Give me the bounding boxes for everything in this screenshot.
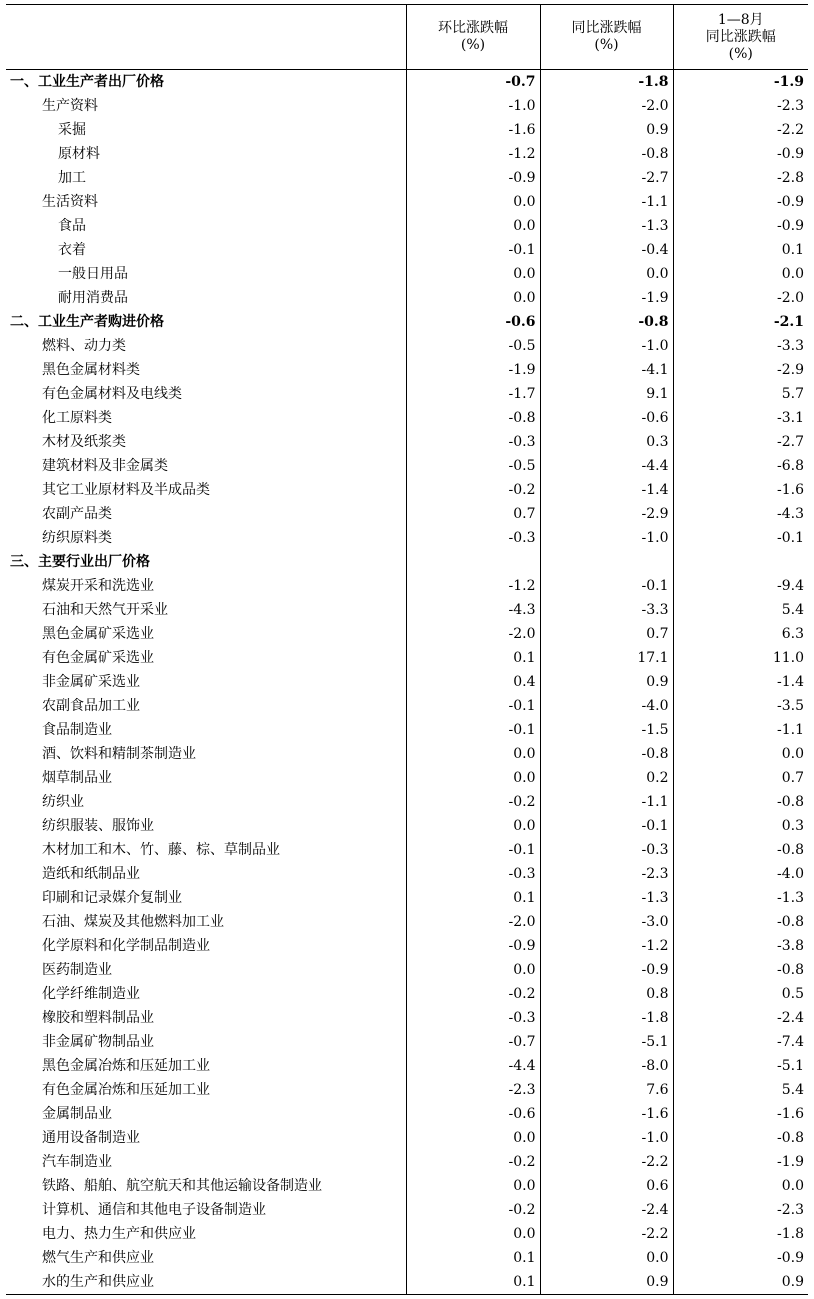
table-row: [6, 238, 808, 262]
yoy-value: -0.1: [540, 574, 673, 598]
row-label: 加工: [58, 170, 86, 186]
row-label: 燃气生产和供应业: [42, 1250, 154, 1266]
yoy-value: -1.0: [540, 526, 673, 550]
yoy-value: -4.0: [540, 694, 673, 718]
header-ytd-period: 1—8月: [717, 11, 764, 28]
ytd-value: 0.5: [673, 982, 808, 1006]
row-label: 黑色金属冶炼和压延加工业: [42, 1058, 210, 1074]
row-label: 非金属矿物制品业: [42, 1034, 154, 1050]
row-label: 建筑材料及非金属类: [42, 458, 168, 474]
ytd-value: 0.9: [673, 1270, 808, 1295]
table-row: [6, 1030, 808, 1054]
mom-value: [406, 550, 540, 574]
table-row: [6, 718, 808, 742]
mom-value: 0.0: [406, 1174, 540, 1198]
table-row: [6, 1222, 808, 1246]
mom-value: -0.3: [406, 430, 540, 454]
table-row: [6, 598, 808, 622]
ytd-value: -3.1: [673, 406, 808, 430]
row-label: 石油和天然气开采业: [42, 602, 168, 618]
mom-value: -0.2: [406, 1198, 540, 1222]
row-label: 橡胶和塑料制品业: [42, 1010, 154, 1026]
mom-value: -0.3: [406, 862, 540, 886]
mom-value: -0.5: [406, 454, 540, 478]
yoy-value: -5.1: [540, 1030, 673, 1054]
row-label: 水的生产和供应业: [6, 1270, 406, 1295]
ytd-value: 0.1: [673, 238, 808, 262]
row-label: 其它工业原材料及半成品类: [42, 482, 210, 498]
row-label: 农副产品类: [42, 506, 112, 522]
ytd-value: [673, 550, 808, 574]
table-row: [6, 838, 808, 862]
table-row: [6, 1198, 808, 1222]
mom-value: -4.3: [406, 598, 540, 622]
ytd-value: -0.9: [673, 142, 808, 166]
mom-value: -0.8: [406, 406, 540, 430]
mom-value: -0.3: [406, 1006, 540, 1030]
ytd-value: -1.6: [673, 478, 808, 502]
ytd-value: -2.2: [673, 118, 808, 142]
row-label: 有色金属矿采选业: [42, 650, 154, 666]
table-row: [6, 430, 808, 454]
table-row: [6, 454, 808, 478]
yoy-value: -1.2: [540, 934, 673, 958]
yoy-value: -8.0: [540, 1054, 673, 1078]
table-row: [6, 646, 808, 670]
ytd-value: 5.7: [673, 382, 808, 406]
table-row: [6, 694, 808, 718]
table-row: [6, 334, 808, 358]
yoy-value: -0.8: [540, 310, 673, 334]
mom-value: -0.1: [406, 718, 540, 742]
table-row: [6, 910, 808, 934]
mom-value: 0.0: [406, 742, 540, 766]
yoy-value: -0.4: [540, 238, 673, 262]
yoy-value: -1.8: [540, 1006, 673, 1030]
row-label: 原材料: [58, 146, 100, 162]
row-label: 铁路、船舶、航空航天和其他运输设备制造业: [42, 1178, 322, 1194]
ytd-value: -0.8: [673, 958, 808, 982]
ytd-value: -9.4: [673, 574, 808, 598]
row-label: 三、主要行业出厂价格: [10, 554, 150, 570]
ytd-value: -0.9: [673, 214, 808, 238]
table-row: [6, 286, 808, 310]
yoy-value: 0.6: [540, 1174, 673, 1198]
yoy-value: -3.0: [540, 910, 673, 934]
yoy-value: 0.0: [540, 1246, 673, 1270]
row-label: 非金属矿采选业: [42, 674, 140, 690]
row-label: 耐用消费品: [58, 290, 128, 306]
header-ytd-unit: (%): [728, 45, 753, 62]
table-row: [6, 1150, 808, 1174]
row-label: 电力、热力生产和供应业: [42, 1226, 196, 1242]
yoy-value: -1.4: [540, 478, 673, 502]
price-index-table: [6, 4, 808, 1295]
table-row: [6, 670, 808, 694]
ytd-value: -3.5: [673, 694, 808, 718]
table-row: [6, 1270, 808, 1295]
table-row: [6, 478, 808, 502]
table-row: [6, 814, 808, 838]
row-label: 化学纤维制造业: [42, 986, 140, 1002]
row-label: 采掘: [58, 122, 86, 138]
yoy-value: 9.1: [540, 382, 673, 406]
table-row: [6, 262, 808, 286]
mom-value: -0.1: [406, 838, 540, 862]
header-ytd-title: 同比涨跌幅: [705, 28, 776, 45]
mom-value: -0.2: [406, 790, 540, 814]
ytd-value: -1.9: [673, 70, 808, 95]
yoy-value: [540, 550, 673, 574]
mom-value: 0.0: [406, 1222, 540, 1246]
table-row: [6, 1246, 808, 1270]
header-yoy-unit: (%): [594, 37, 619, 53]
row-label: 食品制造业: [42, 722, 112, 738]
mom-value: -1.2: [406, 142, 540, 166]
mom-value: -0.1: [406, 238, 540, 262]
row-label: 农副食品加工业: [42, 698, 140, 714]
ytd-value: -1.8: [673, 1222, 808, 1246]
row-label: 化学原料和化学制品制造业: [42, 938, 210, 954]
yoy-value: -1.9: [540, 286, 673, 310]
yoy-value: -1.8: [540, 70, 673, 95]
ytd-value: -1.1: [673, 718, 808, 742]
yoy-value: 0.9: [540, 1270, 673, 1295]
row-label: 黑色金属矿采选业: [42, 626, 154, 642]
yoy-value: -1.3: [540, 886, 673, 910]
row-label: 燃料、动力类: [42, 338, 126, 354]
yoy-value: 17.1: [540, 646, 673, 670]
table-row: [6, 142, 808, 166]
yoy-value: -0.6: [540, 406, 673, 430]
mom-value: 0.4: [406, 670, 540, 694]
table-row: [6, 190, 808, 214]
mom-value: -0.7: [406, 1030, 540, 1054]
header-blank-cell: [6, 5, 406, 70]
table-row: [6, 622, 808, 646]
yoy-value: -1.1: [540, 190, 673, 214]
row-label: 金属制品业: [42, 1106, 112, 1122]
ytd-value: -0.8: [673, 1126, 808, 1150]
row-label: 石油、煤炭及其他燃料加工业: [42, 914, 224, 930]
mom-value: 0.1: [406, 886, 540, 910]
mom-value: 0.0: [406, 214, 540, 238]
ytd-value: -5.1: [673, 1054, 808, 1078]
ytd-value: -2.9: [673, 358, 808, 382]
table-row: [6, 982, 808, 1006]
yoy-value: -0.9: [540, 958, 673, 982]
price-index-table-container: [6, 4, 808, 1295]
yoy-value: 7.6: [540, 1078, 673, 1102]
row-label: 烟草制品业: [42, 770, 112, 786]
header-yoy-title: 同比涨跌幅: [571, 20, 642, 36]
row-label: 煤炭开采和洗选业: [42, 578, 154, 594]
table-row: [6, 70, 808, 95]
mom-value: 0.1: [406, 1270, 540, 1295]
yoy-value: -0.8: [540, 742, 673, 766]
row-label: 衣着: [58, 242, 86, 258]
row-label: 生活资料: [42, 194, 98, 210]
table-row: [6, 118, 808, 142]
ytd-value: 0.0: [673, 1174, 808, 1198]
header-mom-unit: (%): [460, 37, 486, 53]
mom-value: -1.7: [406, 382, 540, 406]
mom-value: -0.9: [406, 166, 540, 190]
header-mom-title: 环比涨跌幅: [438, 20, 508, 36]
row-label: 一般日用品: [58, 266, 128, 282]
yoy-value: -2.9: [540, 502, 673, 526]
row-label: 造纸和纸制品业: [42, 866, 140, 882]
ytd-value: -2.8: [673, 166, 808, 190]
mom-value: -0.2: [406, 982, 540, 1006]
yoy-value: -0.1: [540, 814, 673, 838]
header-row: [6, 5, 808, 70]
ytd-value: -1.3: [673, 886, 808, 910]
table-row: [6, 934, 808, 958]
table-row: [6, 1102, 808, 1126]
ytd-value: -0.9: [673, 1246, 808, 1270]
table-row: [6, 886, 808, 910]
mom-value: -0.5: [406, 334, 540, 358]
yoy-value: -1.5: [540, 718, 673, 742]
mom-value: 0.0: [406, 286, 540, 310]
ytd-value: -0.8: [673, 910, 808, 934]
table-row: [6, 1006, 808, 1030]
mom-value: 0.1: [406, 646, 540, 670]
yoy-value: -1.3: [540, 214, 673, 238]
ytd-value: -2.1: [673, 310, 808, 334]
table-row: [6, 406, 808, 430]
row-label: 木材加工和木、竹、藤、棕、草制品业: [42, 842, 280, 858]
mom-value: -4.4: [406, 1054, 540, 1078]
ytd-value: 0.3: [673, 814, 808, 838]
yoy-value: -4.4: [540, 454, 673, 478]
table-row: [6, 382, 808, 406]
ytd-value: -2.3: [673, 94, 808, 118]
header-mom: [406, 5, 540, 70]
ytd-value: 11.0: [673, 646, 808, 670]
table-row: [6, 1078, 808, 1102]
mom-value: 0.0: [406, 766, 540, 790]
yoy-value: 0.9: [540, 670, 673, 694]
ytd-value: -4.0: [673, 862, 808, 886]
yoy-value: -4.1: [540, 358, 673, 382]
table-row: [6, 1174, 808, 1198]
table-row: [6, 862, 808, 886]
yoy-value: -2.7: [540, 166, 673, 190]
row-label: 印刷和记录媒介复制业: [42, 890, 182, 906]
mom-value: 0.0: [406, 814, 540, 838]
table-header: [6, 5, 808, 70]
header-yoy: [540, 5, 673, 70]
table-row: [6, 790, 808, 814]
ytd-value: -7.4: [673, 1030, 808, 1054]
ytd-value: 6.3: [673, 622, 808, 646]
ytd-value: -1.9: [673, 1150, 808, 1174]
table-row: [6, 310, 808, 334]
row-label: 纺织原料类: [42, 530, 112, 546]
ytd-value: -2.7: [673, 430, 808, 454]
mom-value: 0.1: [406, 1246, 540, 1270]
mom-value: -0.6: [406, 1102, 540, 1126]
ytd-value: -2.3: [673, 1198, 808, 1222]
mom-value: 0.0: [406, 190, 540, 214]
yoy-value: 0.8: [540, 982, 673, 1006]
table-row: [6, 550, 808, 574]
yoy-value: -1.1: [540, 790, 673, 814]
yoy-value: -2.2: [540, 1150, 673, 1174]
ytd-value: -2.4: [673, 1006, 808, 1030]
yoy-value: 0.9: [540, 118, 673, 142]
mom-value: -0.9: [406, 934, 540, 958]
mom-value: -1.0: [406, 94, 540, 118]
row-label: 通用设备制造业: [42, 1130, 140, 1146]
ytd-value: 0.7: [673, 766, 808, 790]
row-label: 一、工业生产者出厂价格: [10, 74, 164, 90]
row-label: 汽车制造业: [42, 1154, 112, 1170]
table-row: [6, 742, 808, 766]
row-label: 有色金属材料及电线类: [42, 386, 182, 402]
row-label: 医药制造业: [42, 962, 112, 978]
ytd-value: -4.3: [673, 502, 808, 526]
mom-value: -1.9: [406, 358, 540, 382]
ytd-value: 0.0: [673, 262, 808, 286]
mom-value: -0.3: [406, 526, 540, 550]
ytd-value: -0.1: [673, 526, 808, 550]
row-label: 计算机、通信和其他电子设备制造业: [42, 1202, 266, 1218]
ytd-value: -6.8: [673, 454, 808, 478]
mom-value: -0.6: [406, 310, 540, 334]
yoy-value: -3.3: [540, 598, 673, 622]
mom-value: -1.6: [406, 118, 540, 142]
yoy-value: -2.3: [540, 862, 673, 886]
ytd-value: -2.0: [673, 286, 808, 310]
ytd-value: -3.3: [673, 334, 808, 358]
ytd-value: 0.0: [673, 742, 808, 766]
table-row: [6, 766, 808, 790]
table-body: [6, 70, 808, 1295]
mom-value: -0.2: [406, 1150, 540, 1174]
yoy-value: -1.6: [540, 1102, 673, 1126]
table-row: [6, 958, 808, 982]
table-row: [6, 502, 808, 526]
row-label: 生产资料: [42, 98, 98, 114]
ytd-value: 5.4: [673, 598, 808, 622]
table-row: [6, 214, 808, 238]
yoy-value: -2.2: [540, 1222, 673, 1246]
mom-value: -0.1: [406, 694, 540, 718]
row-label: 食品: [58, 218, 86, 234]
yoy-value: -1.0: [540, 1126, 673, 1150]
yoy-value: 0.2: [540, 766, 673, 790]
header-ytd: [673, 5, 808, 70]
mom-value: -2.0: [406, 910, 540, 934]
yoy-value: -1.0: [540, 334, 673, 358]
ytd-value: -0.8: [673, 838, 808, 862]
yoy-value: -2.0: [540, 94, 673, 118]
ytd-value: -3.8: [673, 934, 808, 958]
row-label: 纺织业: [42, 794, 84, 810]
row-label: 黑色金属材料类: [42, 362, 140, 378]
yoy-value: -0.8: [540, 142, 673, 166]
mom-value: 0.0: [406, 262, 540, 286]
row-label: 化工原料类: [42, 410, 112, 426]
yoy-value: 0.7: [540, 622, 673, 646]
table-row: [6, 526, 808, 550]
row-label: 木材及纸浆类: [42, 434, 126, 450]
mom-value: -1.2: [406, 574, 540, 598]
row-label: 有色金属冶炼和压延加工业: [42, 1082, 210, 1098]
ytd-value: -0.9: [673, 190, 808, 214]
table-row: [6, 94, 808, 118]
mom-value: -0.7: [406, 70, 540, 95]
table-row: [6, 166, 808, 190]
ytd-value: 5.4: [673, 1078, 808, 1102]
table-row: [6, 1054, 808, 1078]
mom-value: -2.3: [406, 1078, 540, 1102]
yoy-value: -0.3: [540, 838, 673, 862]
yoy-value: 0.0: [540, 262, 673, 286]
row-label: 二、工业生产者购进价格: [10, 314, 164, 330]
ytd-value: -1.4: [673, 670, 808, 694]
row-label: 酒、饮料和精制茶制造业: [42, 746, 196, 762]
table-row: [6, 574, 808, 598]
row-label: 纺织服装、服饰业: [42, 818, 154, 834]
table-row: [6, 1126, 808, 1150]
yoy-value: -2.4: [540, 1198, 673, 1222]
mom-value: 0.0: [406, 958, 540, 982]
mom-value: 0.7: [406, 502, 540, 526]
yoy-value: 0.3: [540, 430, 673, 454]
mom-value: -2.0: [406, 622, 540, 646]
mom-value: -0.2: [406, 478, 540, 502]
mom-value: 0.0: [406, 1126, 540, 1150]
ytd-value: -0.8: [673, 790, 808, 814]
table-row: [6, 358, 808, 382]
ytd-value: -1.6: [673, 1102, 808, 1126]
